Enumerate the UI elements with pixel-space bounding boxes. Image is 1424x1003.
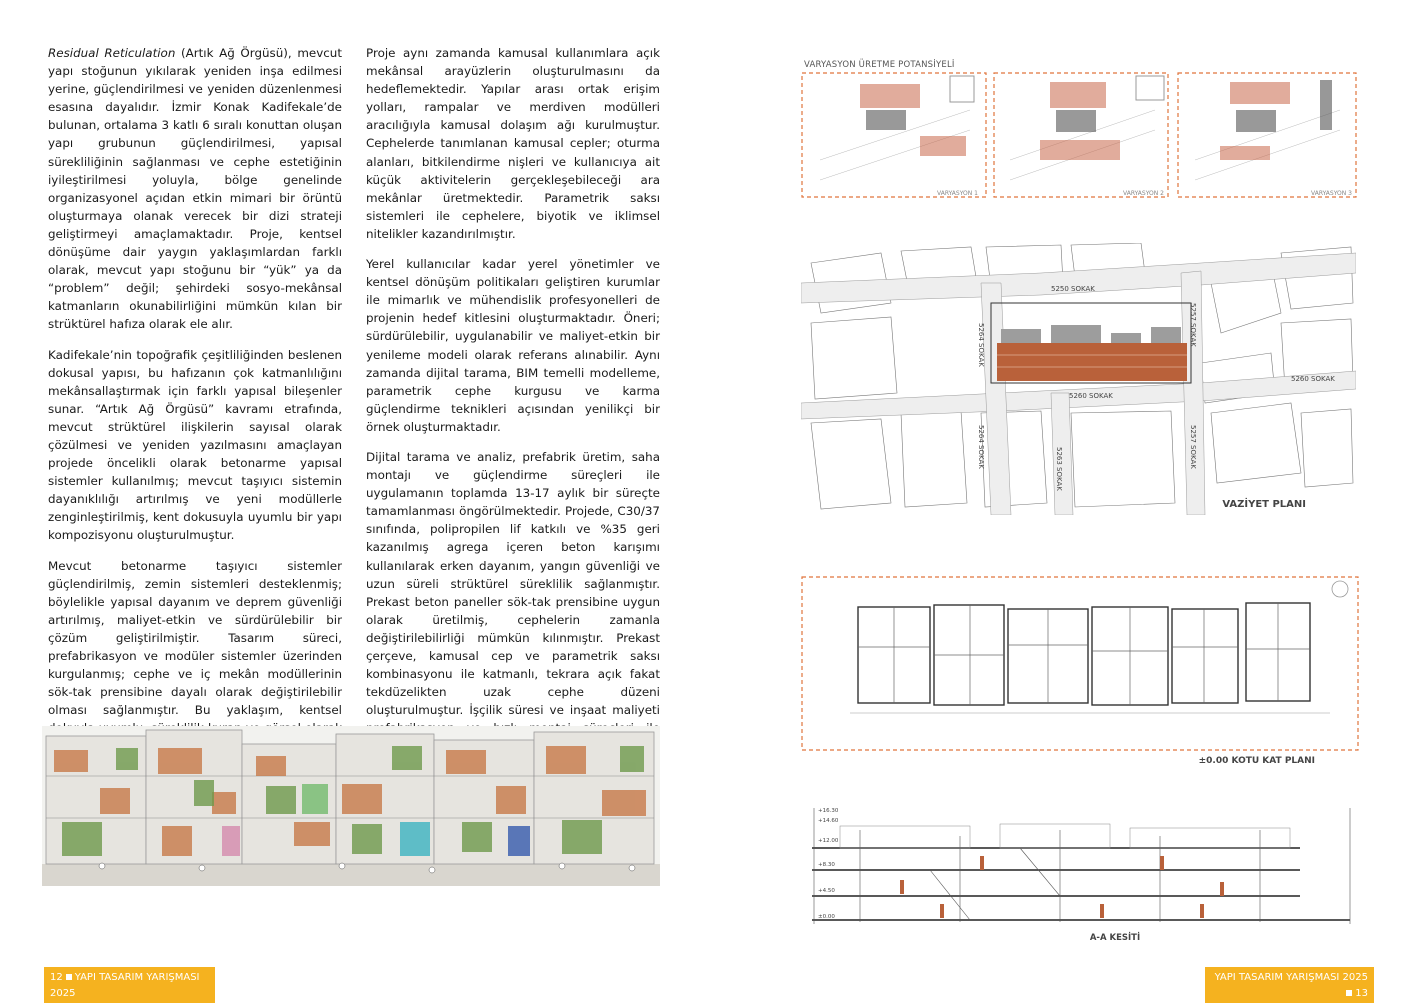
- street-label: 5260 SOKAK: [1291, 375, 1335, 383]
- page-number: 13: [1355, 988, 1368, 999]
- paragraph: Proje aynı zamanda kamusal kullanımlara açık mekânsal arayüzlerin oluşturulmasını da hedeflemektedir. Yapılar arası ortak erişim yolları, rampalar ve merdiven modülleri aracılığıyla kamusal dolaşım ağı kurulmuştur. Cephelerde tanımlanan kamusal cepler; oturma alanları, bitkilendirme nişleri ve kullanıcıya ait küçük aktivitelerin gerçekleşebileceği ara mekânlar üretmektedir. Parametrik saksı sistemleri ile cephelere, biyotik ve iklimsel nitelikler kazandırılmıştır.: [366, 46, 660, 241]
- magazine-title: YAPI TASARIM YARIŞMASI 2025: [50, 972, 200, 999]
- street-label: 5264 SOKAK: [977, 323, 985, 367]
- variations-title: VARYASYON ÜRETME POTANSİYELİ: [804, 60, 955, 70]
- level-label: +12.00: [818, 838, 839, 844]
- variation-label: VARYASYON 3: [1311, 190, 1352, 197]
- square-icon: [1346, 990, 1352, 996]
- level-label: ±0.00: [818, 914, 835, 920]
- site-plan-diagram: [801, 243, 1356, 515]
- footer-left: [44, 967, 215, 1003]
- level-label: +16.30: [818, 808, 839, 814]
- variation-label: VARYASYON 1: [937, 190, 978, 197]
- text-column-right: [366, 44, 660, 768]
- page-number: 12: [50, 972, 63, 983]
- street-label: 5264 SOKAK: [977, 425, 985, 469]
- floor-plan-title: ±0.00 KOTU KAT PLANI: [1198, 756, 1315, 766]
- site-plan-title: VAZİYET PLANI: [1222, 499, 1306, 510]
- street-label: 5263 SOKAK: [1055, 447, 1063, 491]
- footer-right: [1205, 967, 1374, 1003]
- magazine-title: YAPI TASARIM YARIŞMASI 2025: [1214, 972, 1368, 983]
- paragraph: Mevcut betonarme taşıyıcı sistemler güçlendirilmiş, zemin sistemleri desteklenmiş; böylelikle yapısal dayanım ve deprem güvenliği artırılmış, maliyet-etkin ve sürdürülebilir bir çözüm geliştirilmiştir. Tasarım süreci, prefabrikasyon ve modüler sistemler üzerinden kurgulanmış; cephe ve iç mekân modüllerinin sök-tak prensibine dayalı olarak değiştirilebilir olması sağlanmıştır. Bu yaklaşım, kentsel: [48, 558, 342, 718]
- paragraph: Kadifekale’nin topoğrafik çeşitliliğinden beslenen dokusal yapısı, bu hafızanın çok katmanlılığını mekânsallaştırmak için farklı yapısal bileşenler sunar. “Artık Ağ Örgüsü” kavramı etrafında, mevcut strüktürel ilişkilerin sayısal olarak çözülmesi ve yeniden yazılmasını amaçlayan projede öncelikli olarak betonarme yapısal sistemler kullanılmış; mevcut taşıyıcı sistemin dayanıklılığı artırılmış ve yeni modüllerle zenginleştirilmiş, kent dokusuyla uyumlu bir yapı kompozisyonu oluşturulmuştur.: [48, 347, 342, 543]
- street-label: 5260 SOKAK: [1069, 392, 1113, 400]
- variations-diagram: [800, 70, 1360, 200]
- text-column-left: [48, 44, 342, 786]
- paragraph: Dijital tarama ve analiz, prefabrik üretim, saha montajı ve güçlendirme süreçleri ile uygulamanın toplamda 13-17 aylık bir süreçte tamamlanması öngörülmektedir. Projede, C30/37 sınıfında, polipropilen lif katkılı ve %35 geri kazanılmış agrega içeren beton karışımı kullanılarak erken dayanım, yangın güvenliği ve uzun süreli strüktürel süreklilik sağlanmıştır. Prekast beton paneller sök-tak prensibine uygun olarak üretilmiş, cephelerin zamanla değiştirilebilirliği mümkün kılınmıştır. Prekast çerçeve, kamusal cep ve parametrik saksı kombinasyonu ile katmanlı, tekrara açık fakat tekdüzelikten uzak cephe düzeni oluşturulmuştur. İşçilik süresi ve inşaat maliyeti: [366, 449, 660, 718]
- street-label: 5257 SOKAK: [1189, 425, 1197, 469]
- section-diagram: [800, 800, 1360, 948]
- paragraph: Yerel kullanıcılar kadar yerel yönetimler ve kentsel dönüşüm politikaları geliştiren kurumlar ile mimarlık ve mühendislik profesyonelleri de projenin hedef kitlesini oluşturmaktadır. Öneri; sürdürülebilir, uygulanabilir ve maliyet-etkin bir yenileme modeli olarak referans alınabilir. Aynı zamanda dijital tarama, BIM temelli modelleme, parametrik cephe kurgusu ve karma güçlendirme teknikleri açısından yenilikçi bir örnek oluşturmaktadır.: [366, 257, 660, 434]
- variation-label: VARYASYON 2: [1123, 190, 1164, 197]
- square-icon: [66, 974, 72, 980]
- level-label: +8.30: [818, 862, 835, 868]
- level-label: +14.60: [818, 818, 839, 824]
- paragraph-text: (Artık Ağ Örgüsü), mevcut yapı stoğunun yıkılarak yeniden inşa edilmesi yerine, güçlendirilmesi ve yeniden düzenlenmesi esasına dayalıdır. İzmir Konak Kadifekale’de bulunan, ortalama 3 katlı 6 sıralı konuttan oluşan yapı grubunun güçlendirilmesi, yapısal sürekliliğinin sağlanması ve cephe estetiğinin iyileştirilmesi yoluyla, bölge genelinde organizasyonel açıdan etkin mimari bir örüntü oluşturmaya olanak verecek bir dizi strateji geliştirmeyi amaçlamaktadır. Proje, kentsel dönüşüme dair yaygın yaklaşımlardan farklı olarak, mevcut yapı stoğunu bir “yük” ya da “problem” değil; şehirdeki sosyo-mekânsal katmanların okunabilirliğini mümkün kılan bir strüktürel hafıza olarak ele alır.: [48, 46, 342, 332]
- level-label: +4.50: [818, 888, 835, 894]
- street-label: 5250 SOKAK: [1051, 285, 1095, 293]
- lead-term: Residual Reticulation: [48, 46, 176, 60]
- paragraph: [48, 44, 342, 334]
- floor-plan-diagram: [800, 575, 1360, 767]
- facade-render-image: [42, 726, 660, 886]
- section-title: A-A KESİTİ: [1089, 933, 1141, 943]
- street-label: 5257 SOKAK: [1189, 303, 1197, 347]
